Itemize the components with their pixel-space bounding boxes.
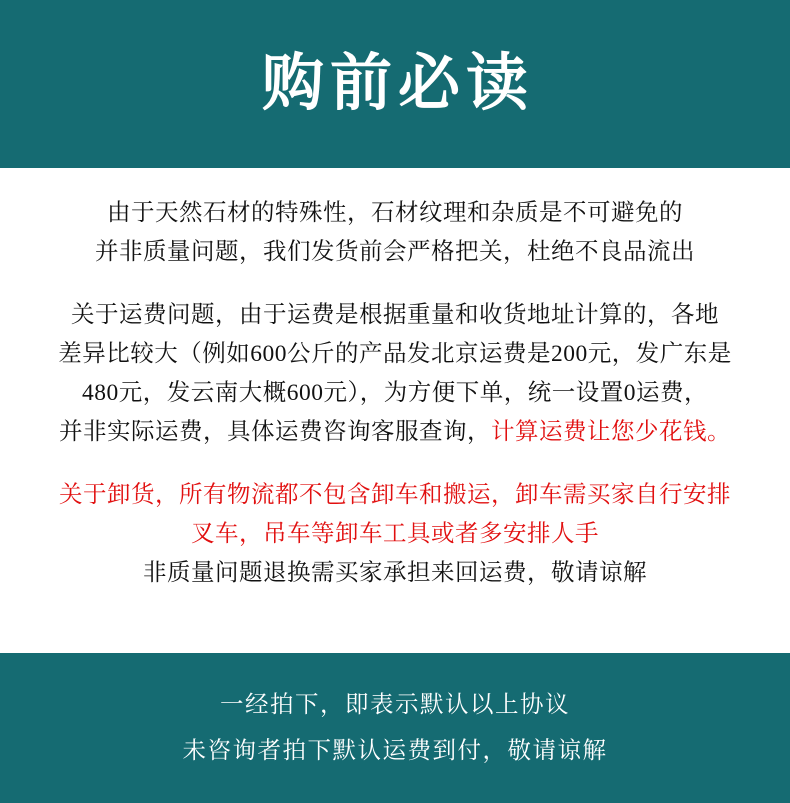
paragraph-unloading-notice — [34, 476, 756, 554]
notice-line: 480元，发云南大概600元），为方便下单，统一设置0运费， — [82, 380, 708, 406]
notice-line: 叉车，吊车等卸车工具或者多安排人手 — [191, 521, 599, 547]
notice-line: 关于运费问题，由于运费是根据重量和收货地址计算的，各地 — [71, 302, 719, 328]
footer-line-freight: 未咨询者拍下默认运费到付，敬请谅解 — [182, 738, 608, 764]
footer-band — [0, 653, 790, 803]
header-band — [0, 0, 790, 168]
notice-line: 由于天然石材的特殊性，石材纹理和杂质是不可避免的 — [107, 200, 683, 226]
page-title: 购前必读 — [261, 50, 534, 118]
footer-line-agreement: 一经拍下，即表示默认以上协议 — [220, 691, 570, 718]
notice-line-text: 并非实际运费，具体运费咨询客服查询， — [59, 419, 491, 445]
notice-line: 并非质量问题，我们发货前会严格把关，杜绝不良品流出 — [95, 239, 695, 265]
notice-highlight-text: 计算运费让您少花钱。 — [491, 419, 731, 445]
paragraph-shipping-notice — [34, 296, 756, 452]
notice-body — [0, 168, 790, 653]
paragraph-stone-notice — [34, 194, 756, 272]
notice-line-mixed — [34, 413, 756, 452]
paragraph-return-notice — [34, 554, 756, 593]
body-spacer — [34, 593, 756, 645]
notice-line: 非质量问题退换需买家承担来回运费，敬请谅解 — [143, 560, 647, 586]
notice-line: 关于卸货，所有物流都不包含卸车和搬运，卸车需买家自行安排 — [59, 482, 731, 508]
notice-line: 差异比较大（例如600公斤的产品发北京运费是200元，发广东是 — [58, 341, 732, 367]
